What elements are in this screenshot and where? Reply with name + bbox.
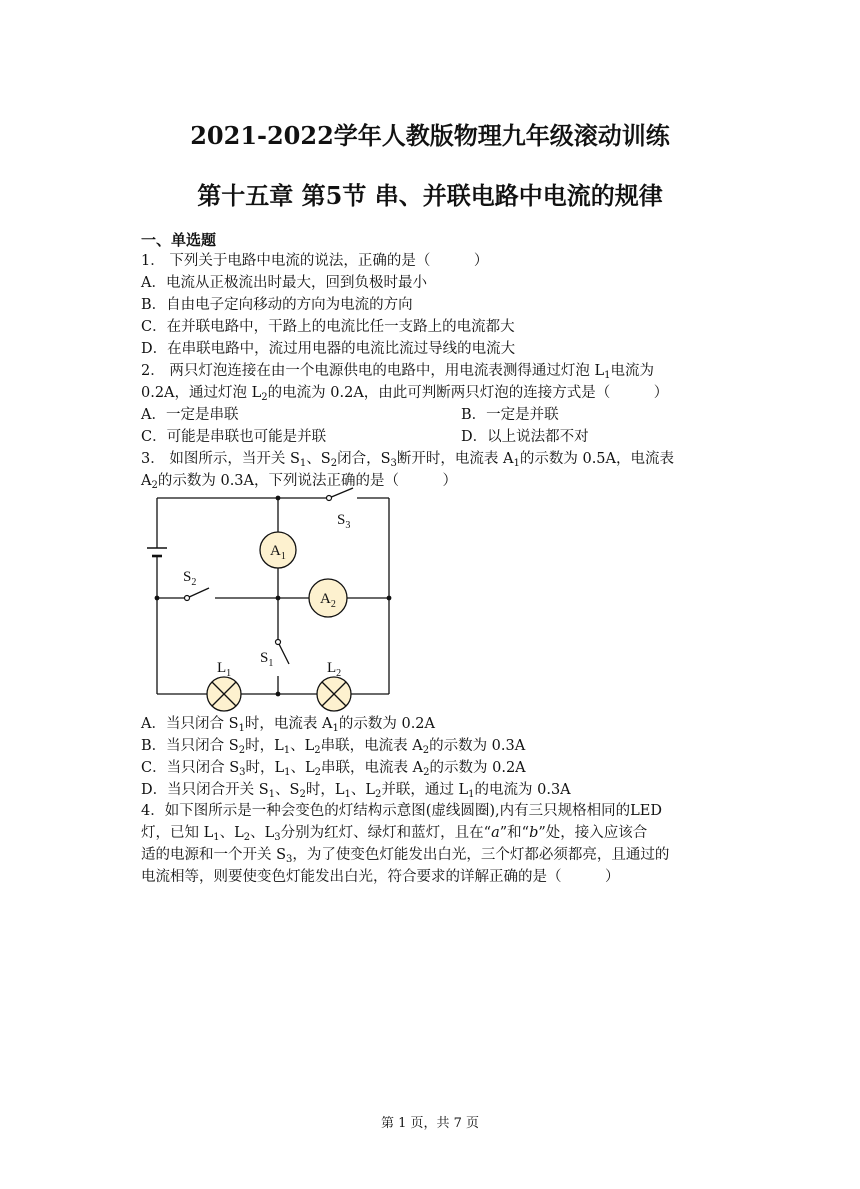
l1-label: $L_1$ [217,660,232,679]
text-segment: 的示数为 0.5A，电流表 [519,451,674,467]
text-segment: ，为了使变色灯能发出白光，三个灯都必须都亮，且通过的 [292,847,670,863]
text-segment: 的示数为 0.2A [429,760,526,776]
text-segment: 、L [290,760,315,776]
text-segment: 闭合，S [337,451,391,467]
q2-option-d: D．以上说法都不对 [461,429,589,445]
text-segment: 灯，已知 L [141,825,214,841]
a2-label: $A_2$ [320,591,336,610]
subscript: 2 [314,767,322,778]
lamp-l1 [207,677,241,711]
q4-line4: 电流相等，则要使变色灯能发出白光，符合要求的详解正确的是（ ） [141,869,620,885]
a1-label: $A_1$ [270,543,286,562]
text-segment: B．当只闭合 S [141,738,239,754]
subscript: 1 [238,723,245,734]
text-segment: A [141,473,152,489]
subscript: 1 [332,723,339,734]
text-segment: 的示数为 0.3A [429,738,526,754]
q2-stem-line1: 2． 两只灯泡连接在由一个电源供电的电路中，用电流表测得通过灯泡 $L_1$电流为 [141,363,654,381]
q2-option-b: B．一定是并联 [461,407,559,423]
subscript: 1 [513,458,520,469]
q1-option-d: D．在串联电路中，流过用电器的电流比流过导线的电流大 [141,341,516,357]
text-segment: 、L [350,782,376,798]
subscript: 2 [243,832,251,843]
subscript: 2 [151,480,158,491]
s1-label: $S_1$ [260,650,274,669]
text-segment: 3． 如图所示，当开关 S [141,451,300,467]
text-segment: 的电流为 0.3A [474,782,571,798]
q1-stem: 1． 下列关于电路中电流的说法，正确的是（ ） [141,253,489,269]
lamp-l2 [317,677,351,711]
subscript: 1 [284,767,291,778]
subscript: 2 [299,789,306,800]
text-segment: 时，L [245,738,284,754]
subscript: 1 [268,789,276,800]
text-segment: 、L [219,825,244,841]
text-segment: 断开时，电流表 A [396,451,514,467]
subscript: 1 [283,745,291,756]
s3-label: $S_3$ [337,512,351,531]
text-segment: 串联，电流表 A [320,738,423,754]
text-segment: C．当只闭合 S [141,760,240,776]
s1-contact [276,640,281,645]
text-segment: 、L [290,738,315,754]
q2-stem-line2: 0.2A，通过灯泡 $L_2$的电流为 0.2A，由此可判断两只灯泡的连接方式是（ ） [141,385,669,403]
subscript: 2 [238,745,246,756]
subscript: 1 [468,789,475,800]
document-title: 2021-2022学年人教版物理九年级滚动训练 [190,121,670,150]
q2-option-a: A．一定是串联 [141,407,239,423]
text-segment: 、S [275,782,300,798]
subscript: 3 [274,832,281,843]
s2-label: $S_2$ [183,569,197,588]
q1-option-c: C．在并联电路中，干路上的电流比任一支路上的电流都大 [141,319,515,335]
subscript: 3 [390,458,397,469]
subscript: 2 [423,767,430,778]
document-subtitle: 第十五章 第5节 串、并联电路中电流的规律 [197,181,663,210]
subscript: 2 [330,458,338,469]
l2-label: $L_2$ [327,660,342,679]
text-segment: 、L [250,825,275,841]
text-segment: b [529,825,539,841]
text-segment: 的示数为 0.2A [338,716,435,732]
text-segment: 的示数为 0.3A，下列说法正确的是（ ） [157,473,457,489]
q1-option-a: A．电流从正极流出时最大，回到负极时最小 [141,275,427,291]
q4-line1: 4．如下图所示是一种会变色的灯结构示意图(虚线圆圈),内有三只规格相同的LED [141,803,662,819]
circuit-diagram [141,486,401,712]
ammeter-a2 [309,579,347,617]
text-segment: ”处，接入应该合 [538,825,648,841]
s3-contact [327,496,332,501]
s2-contact [185,596,190,601]
subscript: 2 [314,745,321,756]
subscript: 1 [213,832,220,843]
q1-option-b: B．自由电子定向移动的方向为电流的方向 [141,297,413,313]
text-segment: 适的电源和一个开关 S [141,847,287,863]
q2-option-c: C．可能是串联也可能是并联 [141,429,327,445]
text-segment: D．当只闭合开关 S [141,782,269,798]
ammeter-a1 [260,532,296,568]
subscript: 2 [422,745,430,756]
text-segment: 、S [306,451,331,467]
text-segment: 时，L [245,760,285,776]
section-heading: 一、单选题 [141,231,217,249]
subscript: 1 [344,789,351,800]
page-footer: 第 1 页，共 7 页 [380,1116,480,1131]
text-segment: 并联，通过 L [381,782,469,798]
text-segment: 分别为红灯、绿灯和蓝灯，且在“ [280,825,492,841]
text-segment: a [491,825,500,841]
subscript: 3 [286,854,293,865]
text-segment: A．当只闭合 S [141,716,239,732]
subscript: 2 [375,789,382,800]
subscript: 3 [239,767,246,778]
text-segment: 串联，电流表 A [321,760,424,776]
subscript: 1 [299,458,307,469]
text-segment: 时，电流表 A [244,716,333,732]
text-segment: ”和“ [499,825,530,841]
text-segment: 时，L [305,782,345,798]
